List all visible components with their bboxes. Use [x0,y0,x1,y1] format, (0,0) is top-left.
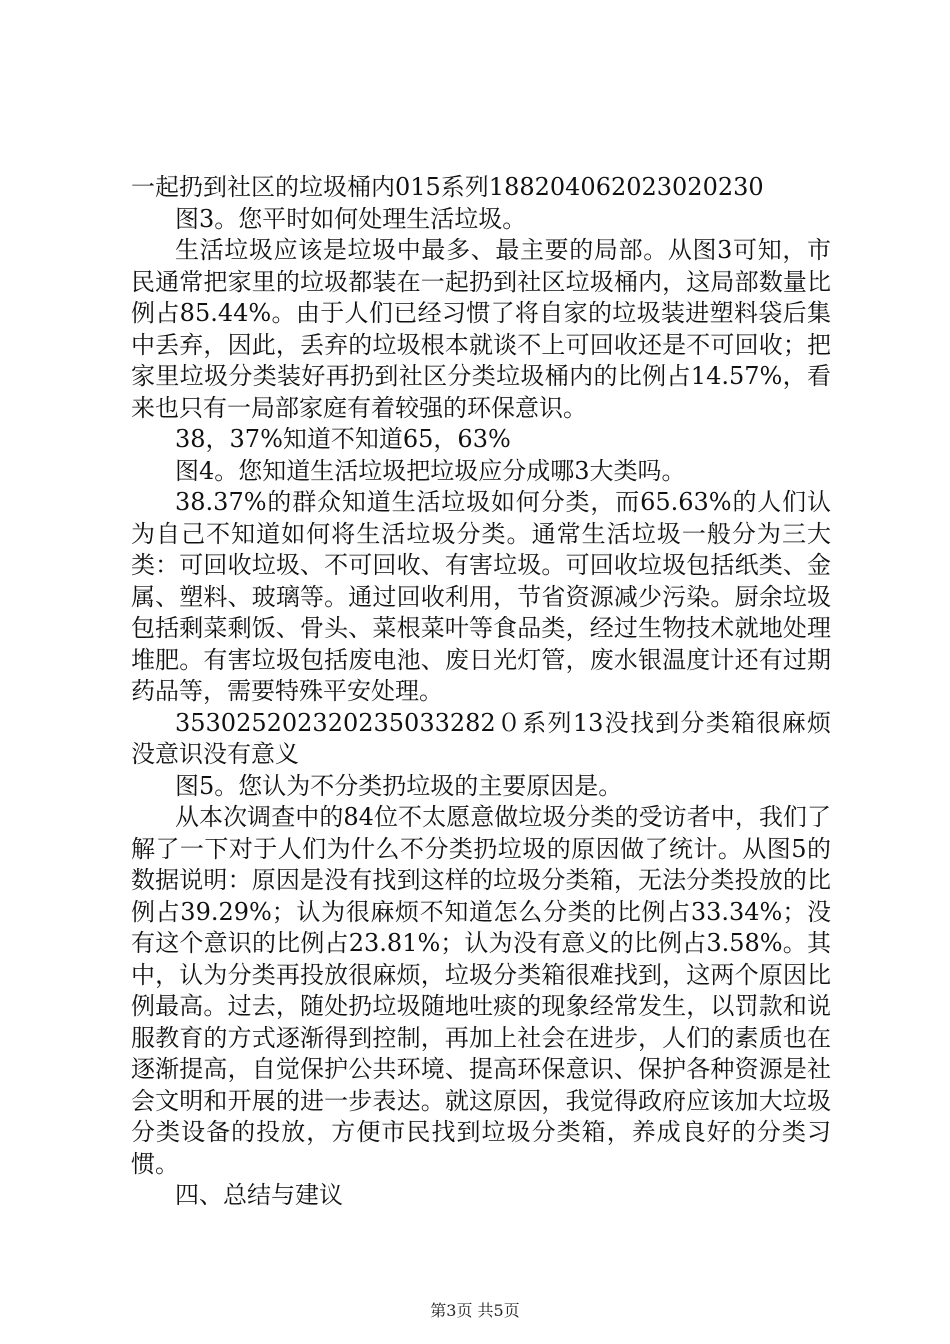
page-number: 第3页 共5页 [430,1301,520,1320]
figure-4-caption: 图4。您知道生活垃圾把垃圾应分成哪3大类吗。 [175,456,686,485]
figure-5-data-labels: 353025202320235033282０系列13没找到分类箱很麻烦没意识没有意义 [131,708,831,768]
figure-3-caption: 图3。您平时如何处理生活垃圾。 [175,204,527,233]
paragraph-household-waste: 生活垃圾应该是垃圾中最多、最主要的局部。从图3可知，市民通常把家里的垃圾都装在一起扔到社区垃圾桶内，这局部数量比例占85.44%。由于人们已经习惯了将自家的垃圾装进塑料袋后集中丢弃，因此，丢弃的垃圾根本就谈不上可回收还是不可回收；把家里垃圾分类装好再扔到社区分类垃圾桶内的比例占14.57%，看来也只有一局部家庭有着较强的环保意识。 [131,236,831,422]
paragraph-continuation: 一起扔到社区的垃圾桶内015系列188204062023020230 [131,173,764,201]
page-footer [0,1301,950,1321]
paragraph-classification-knowledge: 38.37%的群众知道生活垃圾如何分类，而65.63%的人们认为自己不知道如何将生活垃圾分类。通常生活垃圾一般分为三大类：可回收垃圾、不可回收、有害垃圾。可回收垃圾包括纸类、金属、塑料、玻璃等。通过回收利用，节省资源减少污染。厨余垃圾包括剩菜剩饭、骨头、菜根菜叶等食品类，经过生物技术就地处理堆肥。有害垃圾包括废电池、废日光灯管，废水银温度计还有过期药品等，需要特殊平安处理。 [131,488,831,705]
paragraph-reasons-analysis: 从本次调查中的84位不太愿意做垃圾分类的受访者中，我们了解了一下对于人们为什么不分类扔垃圾的原因做了统计。从图5的数据说明：原因是没有找到这样的垃圾分类箱，无法分类投放的比例占39.29%；认为很麻烦不知道怎么分类的比例占33.34%；没有这个意识的比例占23.81%；认为没有意义的比例占3.58%。其中，认为分类再投放很麻烦，垃圾分类箱很难找到，这两个原因比例最高。过去，随处扔垃圾随地吐痰的现象经常发生，以罚款和说服教育的方式逐渐得到控制，再加上社会在进步，人们的素质也在逐渐提高，自觉保护公共环境、提高环保意识、保护各种资源是社会文明和开展的进一步表达。就这原因，我觉得政府应该加大垃圾分类设备的投放，方便市民找到垃圾分类箱，养成良好的分类习惯。 [131,803,831,1178]
figure-5-caption: 图5。您认为不分类扔垃圾的主要原因是。 [175,771,623,800]
document-body [131,172,831,1212]
figure-4-data-labels: 38，37%知道不知道65，63% [175,425,511,453]
section-heading-conclusion: 四、总结与建议 [175,1181,343,1209]
